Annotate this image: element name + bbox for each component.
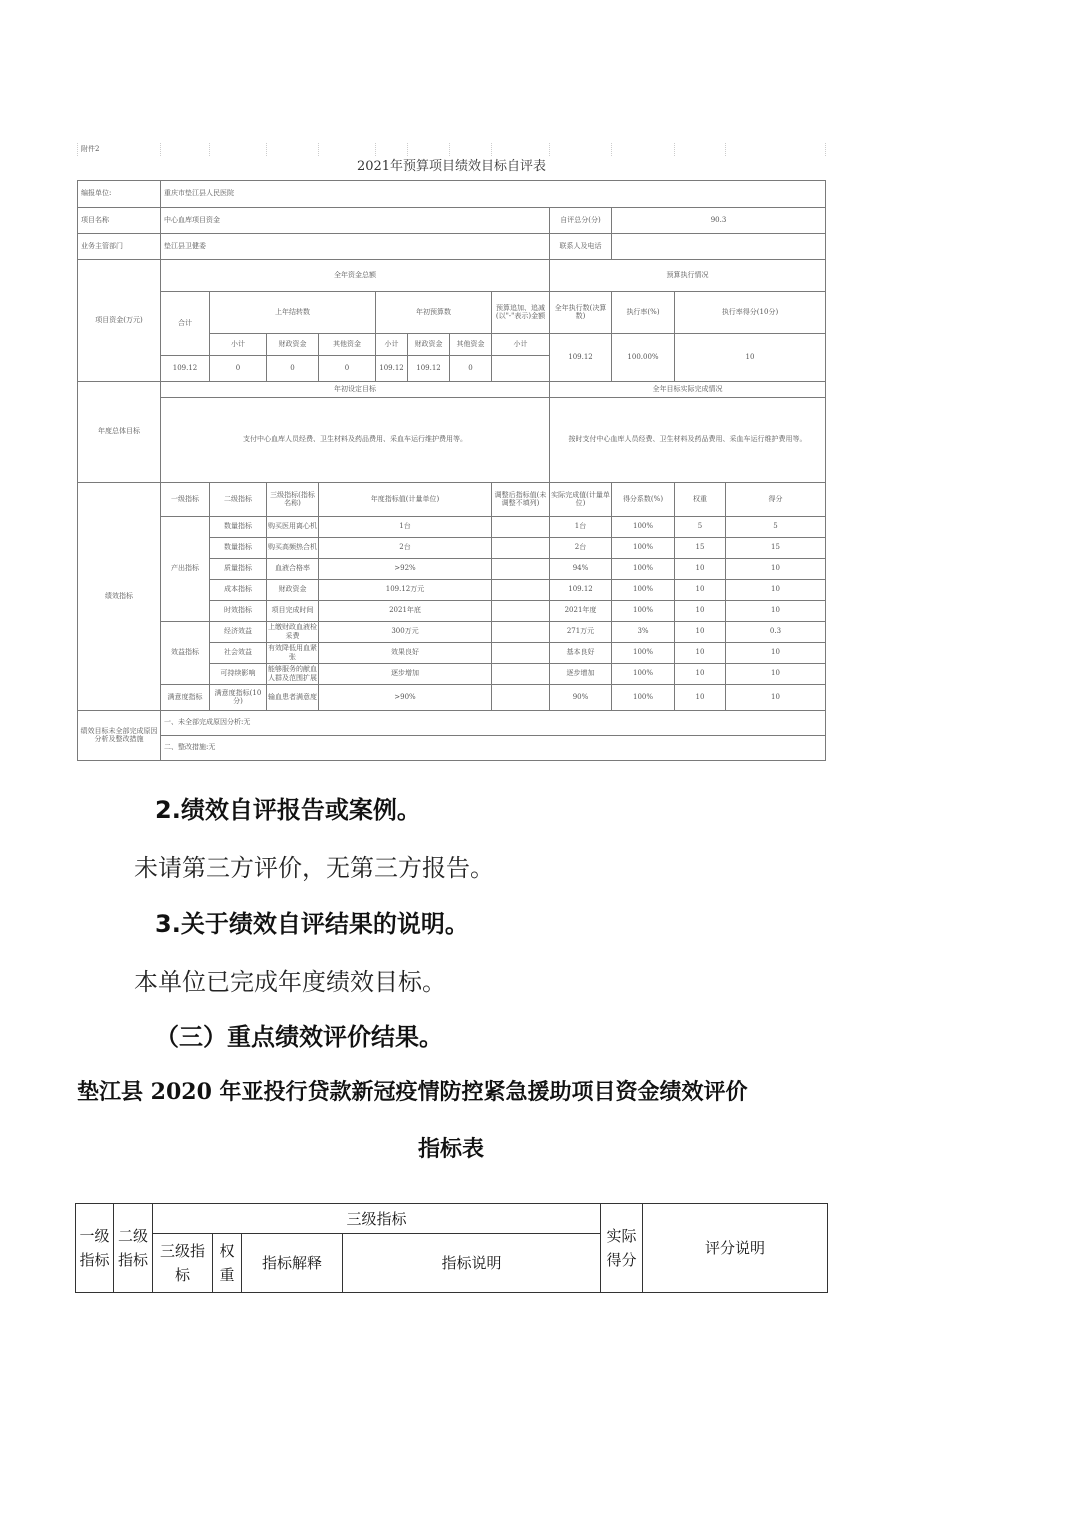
goal-done-header: 全年目标实际完成情况 bbox=[550, 381, 826, 397]
perf-header: 三级指标(指标名称) bbox=[267, 482, 319, 516]
funds-cell bbox=[492, 355, 550, 381]
perf-coef: 100% bbox=[612, 642, 675, 663]
header-score-description: 评分说明 bbox=[643, 1204, 828, 1293]
indicator-table bbox=[75, 1203, 828, 1293]
perf-coef: 100% bbox=[612, 600, 675, 621]
perf-target: 2021年底 bbox=[319, 600, 492, 621]
perf-target: >92% bbox=[319, 558, 492, 579]
section3-heading: 3.关于绩效自评结果的说明。 bbox=[155, 910, 469, 938]
goal-label: 年度总体目标 bbox=[78, 381, 161, 482]
score-value: 90.3 bbox=[612, 207, 826, 233]
col-exec: 全年执行数(决算数) bbox=[550, 291, 612, 333]
perf-actual: 2021年度 bbox=[550, 600, 612, 621]
perf-name: 购买医用离心机 bbox=[267, 516, 319, 537]
reason-1: 一、未全部完成原因分析:无 bbox=[161, 710, 826, 735]
perf-header: 一级指标 bbox=[161, 482, 210, 516]
perf-name: 财政资金 bbox=[267, 579, 319, 600]
header-description: 指标说明 bbox=[343, 1234, 601, 1293]
funds-label: 项目资金(万元) bbox=[78, 259, 161, 381]
perf-name: 血液合格率 bbox=[267, 558, 319, 579]
perf-l2: 可持续影响 bbox=[210, 663, 267, 684]
perf-actual: 1台 bbox=[550, 516, 612, 537]
funds-cell: 109.12 bbox=[161, 355, 210, 381]
section2-heading: 2.绩效自评报告或案例。 bbox=[155, 796, 421, 824]
perf-coef: 3% bbox=[612, 621, 675, 642]
perf-weight: 10 bbox=[675, 621, 726, 642]
rate-value: 100.00% bbox=[612, 333, 675, 381]
section2-text: 未请第三方评价，无第三方报告。 bbox=[134, 854, 494, 882]
header-l1: 一级指标 bbox=[76, 1204, 114, 1293]
score-label: 自评总分(分) bbox=[550, 207, 612, 233]
perf-coef: 100% bbox=[612, 516, 675, 537]
sub-fiscal: 财政资金 bbox=[408, 333, 450, 355]
perf-target: 109.12万元 bbox=[319, 579, 492, 600]
unit-label: 编报单位: bbox=[78, 180, 161, 207]
perf-header: 年度指标值(计量单位) bbox=[319, 482, 492, 516]
perf-coef: 100% bbox=[612, 663, 675, 684]
col-rate-score: 执行率得分(10分) bbox=[675, 291, 826, 333]
col-total: 合计 bbox=[161, 291, 210, 355]
rate-score-value: 10 bbox=[675, 333, 826, 381]
unit-value: 重庆市垫江县人民医院 bbox=[161, 180, 826, 207]
header-weight: 权重 bbox=[213, 1234, 242, 1293]
perf-actual: 基本良好 bbox=[550, 642, 612, 663]
perf-l2: 数量指标 bbox=[210, 537, 267, 558]
perf-header: 调整后指标值(未调整不填列) bbox=[492, 482, 550, 516]
perf-header: 得分系数(%) bbox=[612, 482, 675, 516]
perf-name: 购买高频热合机 bbox=[267, 537, 319, 558]
dept-value: 垫江县卫健委 bbox=[161, 233, 550, 259]
perf-header: 实际完成值(计量单位) bbox=[550, 482, 612, 516]
header-explain: 指标解释 bbox=[242, 1234, 343, 1293]
sub-subtotal: 小计 bbox=[210, 333, 267, 355]
perf-actual: 2台 bbox=[550, 537, 612, 558]
funds-total-header: 全年资金总额 bbox=[161, 259, 550, 291]
perf-target: 300万元 bbox=[319, 621, 492, 642]
sub-subtotal: 小计 bbox=[376, 333, 408, 355]
perf-adjust bbox=[492, 663, 550, 684]
perf-l2: 时效指标 bbox=[210, 600, 267, 621]
goal-set-header: 年初设定目标 bbox=[161, 381, 550, 397]
perf-weight: 10 bbox=[675, 600, 726, 621]
sub-subtotal: 小计 bbox=[492, 333, 550, 355]
perf-score: 10 bbox=[726, 600, 826, 621]
perf-adjust bbox=[492, 558, 550, 579]
funds-cell: 109.12 bbox=[408, 355, 450, 381]
funds-cell: 0 bbox=[319, 355, 376, 381]
perf-weight: 5 bbox=[675, 516, 726, 537]
perf-coef: 100% bbox=[612, 684, 675, 710]
perf-adjust bbox=[492, 600, 550, 621]
perf-coef: 100% bbox=[612, 537, 675, 558]
col-prev-year: 上年结转数 bbox=[210, 291, 376, 333]
funds-cell: 109.12 bbox=[376, 355, 408, 381]
header-l3: 三级指标 bbox=[153, 1234, 213, 1293]
perf-name: 项目完成时间 bbox=[267, 600, 319, 621]
perf-l2: 社会效益 bbox=[210, 642, 267, 663]
goal-set-text: 支付中心血库人员经费、卫生材料及药品费用、采血车运行维护费用等。 bbox=[161, 397, 550, 482]
perf-actual: 逐步增加 bbox=[550, 663, 612, 684]
perf-score: 10 bbox=[726, 642, 826, 663]
perf-score: 15 bbox=[726, 537, 826, 558]
col-adjust: 预算追加、追减(以"-"表示)金额 bbox=[492, 291, 550, 333]
sub-fiscal: 财政资金 bbox=[267, 333, 319, 355]
perf-group: 满意度指标 bbox=[161, 684, 210, 710]
perf-label: 绩效指标 bbox=[78, 482, 161, 710]
project-label: 项目名称 bbox=[78, 207, 161, 233]
reason-2: 二、整改措施:无 bbox=[161, 735, 826, 760]
perf-target: 1台 bbox=[319, 516, 492, 537]
exec-header: 预算执行情况 bbox=[550, 259, 826, 291]
perf-weight: 10 bbox=[675, 579, 726, 600]
dept-label: 业务主管部门 bbox=[78, 233, 161, 259]
contact-label: 联系人及电话 bbox=[550, 233, 612, 259]
perf-target: 2台 bbox=[319, 537, 492, 558]
funds-cell: 0 bbox=[267, 355, 319, 381]
key-results-heading: （三）重点绩效评价结果。 bbox=[155, 1023, 443, 1051]
document-title-line2: 指标表 bbox=[417, 1136, 484, 1162]
goal-done-text: 按时支付中心血库人员经费、卫生材料及药品费用、采血车运行维护费用等。 bbox=[550, 397, 826, 482]
perf-target: 效果良好 bbox=[319, 642, 492, 663]
header-l2: 二级指标 bbox=[114, 1204, 153, 1293]
project-value: 中心血库项目资金 bbox=[161, 207, 550, 233]
perf-header: 权重 bbox=[675, 482, 726, 516]
budget-self-evaluation-table bbox=[77, 143, 826, 761]
header-l3-group: 三级指标 bbox=[153, 1204, 601, 1234]
perf-score: 10 bbox=[726, 663, 826, 684]
perf-weight: 10 bbox=[675, 642, 726, 663]
perf-group: 效益指标 bbox=[161, 621, 210, 684]
perf-score: 0.3 bbox=[726, 621, 826, 642]
perf-name: 有效降低用血紧张 bbox=[267, 642, 319, 663]
sub-other: 其他资金 bbox=[450, 333, 492, 355]
perf-name: 能够服务的献血人群及范围扩展 bbox=[267, 663, 319, 684]
perf-score: 10 bbox=[726, 558, 826, 579]
perf-coef: 100% bbox=[612, 558, 675, 579]
perf-weight: 10 bbox=[675, 558, 726, 579]
perf-l2: 数量指标 bbox=[210, 516, 267, 537]
perf-score: 10 bbox=[726, 579, 826, 600]
header-actual-score: 实际得分 bbox=[601, 1204, 643, 1293]
perf-l2: 质量指标 bbox=[210, 558, 267, 579]
perf-name: 输血患者满意度 bbox=[267, 684, 319, 710]
col-year-budget: 年初预算数 bbox=[376, 291, 492, 333]
perf-actual: 90% bbox=[550, 684, 612, 710]
perf-score: 5 bbox=[726, 516, 826, 537]
perf-adjust bbox=[492, 642, 550, 663]
perf-group: 产出指标 bbox=[161, 516, 210, 621]
section3-text: 本单位已完成年度绩效目标。 bbox=[134, 968, 446, 996]
perf-score: 10 bbox=[726, 684, 826, 710]
perf-header: 二级指标 bbox=[210, 482, 267, 516]
perf-target: >90% bbox=[319, 684, 492, 710]
perf-weight: 15 bbox=[675, 537, 726, 558]
perf-l2: 满意度指标(10分) bbox=[210, 684, 267, 710]
attachment-label: 附件2 bbox=[78, 143, 161, 156]
perf-weight: 10 bbox=[675, 684, 726, 710]
contact-value bbox=[612, 233, 826, 259]
perf-name: 上缴财政血液检采费 bbox=[267, 621, 319, 642]
perf-coef: 100% bbox=[612, 579, 675, 600]
funds-cell: 0 bbox=[450, 355, 492, 381]
perf-l2: 成本指标 bbox=[210, 579, 267, 600]
reason-label: 绩效目标未全部完成原因分析及整改措施 bbox=[78, 710, 161, 760]
exec-value: 109.12 bbox=[550, 333, 612, 381]
perf-adjust bbox=[492, 579, 550, 600]
perf-adjust bbox=[492, 537, 550, 558]
perf-adjust bbox=[492, 684, 550, 710]
perf-actual: 94% bbox=[550, 558, 612, 579]
perf-target: 逐步增加 bbox=[319, 663, 492, 684]
perf-actual: 271万元 bbox=[550, 621, 612, 642]
perf-weight: 10 bbox=[675, 663, 726, 684]
document-title-line1: 垫江县 2020 年亚投行贷款新冠疫情防控紧急援助项目资金绩效评价 bbox=[77, 1079, 748, 1105]
perf-header: 得分 bbox=[726, 482, 826, 516]
col-rate: 执行率(%) bbox=[612, 291, 675, 333]
perf-actual: 109.12 bbox=[550, 579, 612, 600]
perf-l2: 经济效益 bbox=[210, 621, 267, 642]
table1-title: 2021年预算项目绩效目标自评表 bbox=[78, 156, 826, 180]
sub-other: 其他资金 bbox=[319, 333, 376, 355]
funds-cell: 0 bbox=[210, 355, 267, 381]
perf-adjust bbox=[492, 516, 550, 537]
perf-adjust bbox=[492, 621, 550, 642]
